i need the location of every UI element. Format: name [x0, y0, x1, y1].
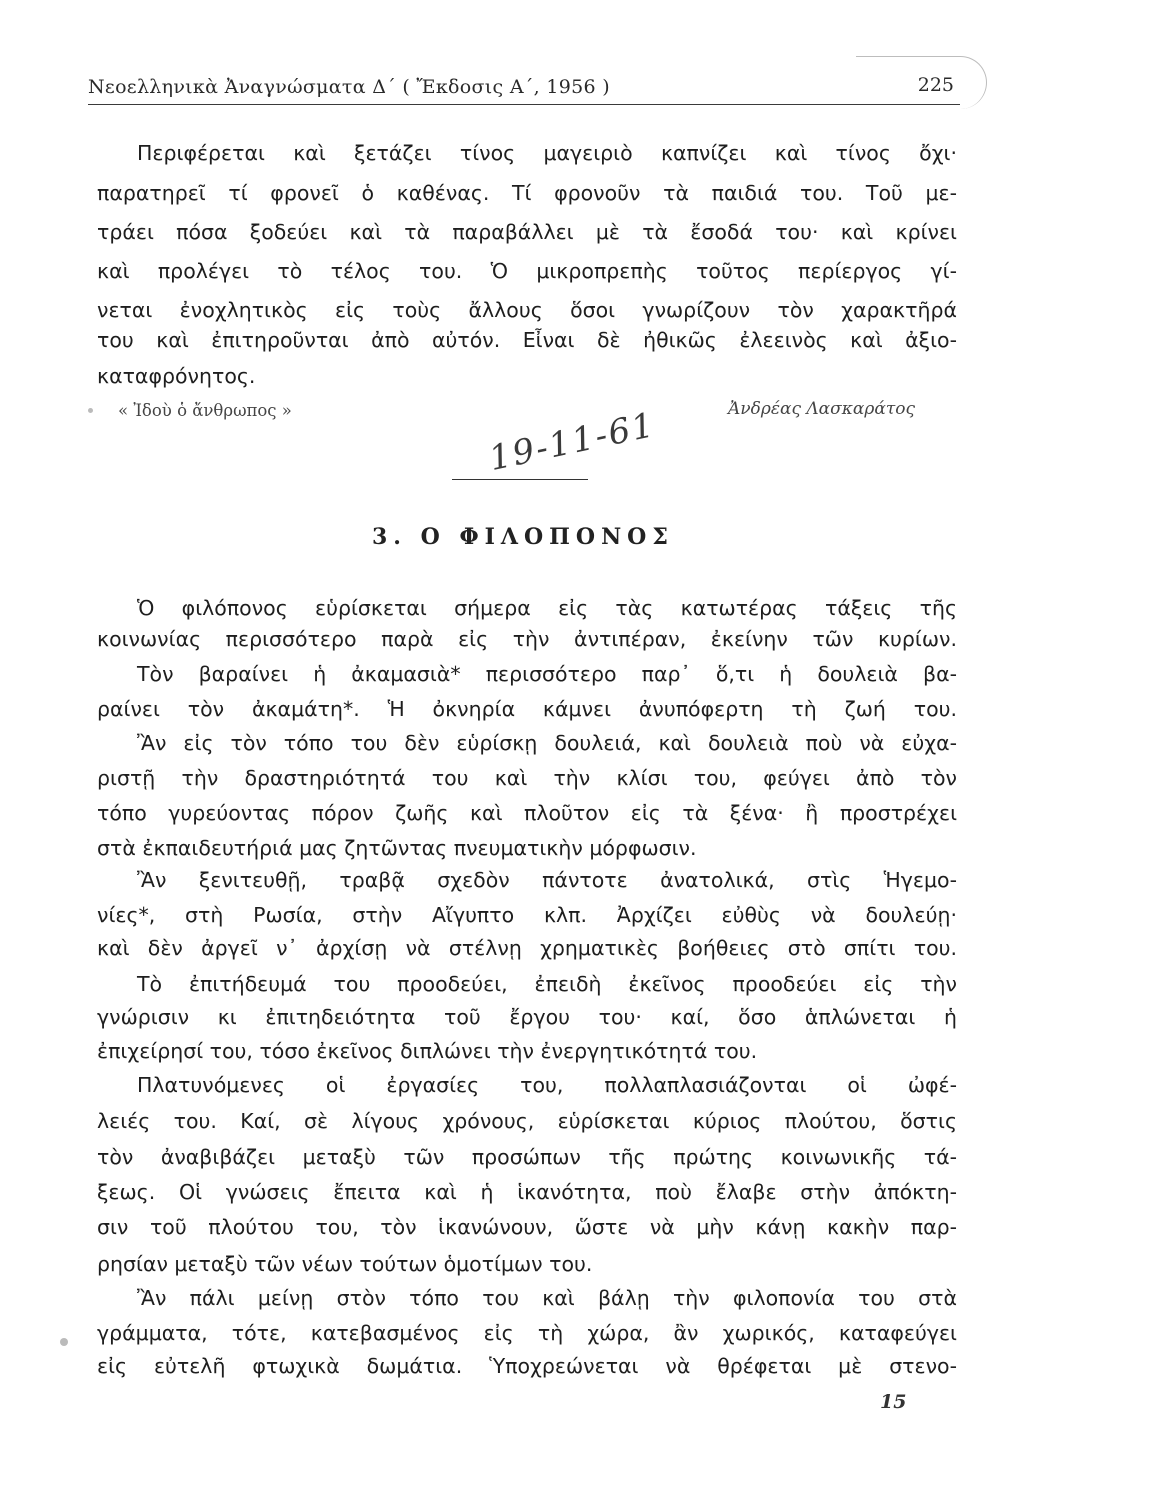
body-line: ριστῇ τὴν δραστηριότητά του καὶ τὴν κλίσι του, φεύγει ἀπὸ τὸν [97, 766, 957, 790]
body-line: Ἂν εἰς τὸν τόπο του δὲν εὑρίσκῃ δουλειά, καὶ δουλειὰ ποὺ νὰ εὐχα- [137, 731, 957, 755]
body-line: καὶ δὲν ἀργεῖ ν᾽ ἀρχίσῃ νὰ στέλνῃ χρηματικὲς βοήθειες στὸ σπίτι του. [97, 936, 957, 960]
body-line: Πλατυνόμενες οἱ ἐργασίες του, πολλαπλασιάζονται οἱ ὠφέ- [137, 1073, 957, 1097]
excerpt-line: παρατηρεῖ τί φρονεῖ ὁ καθένας. Τί φρονοῦν τὰ παιδιά του. Τοῦ με- [97, 181, 957, 205]
body-line: Ἂν πάλι μείνῃ στὸν τόπο του καὶ βάλῃ τὴν φιλοπονία του στὰ [137, 1286, 957, 1310]
body-line: Ἂν ξενιτευθῇ, τραβᾷ σχεδὸν πάντοτε ἀνατολικά, στὶς Ἡγεμο- [137, 868, 957, 892]
body-line: Ὁ φιλόπονος εὑρίσκεται σήμερα εἰς τὰς κατωτέρας τάξεις τῆς [137, 596, 957, 620]
running-title: Νεοελληνικὰ Ἀναγνώσματα Δ΄ ( Ἔκδοσις Α΄, 1956 ) [88, 76, 610, 98]
body-line: τὸν ἀναβιβάζει μεταξὺ τῶν προσώπων τῆς πρώτης κοινωνικῆς τά- [97, 1145, 957, 1169]
body-line: τόπο γυρεύοντας πόρον ζωῆς καὶ πλοῦτον εἰς τὰ ξένα· ἢ προστρέχει [97, 801, 957, 825]
body-line: ἐπιχείρησί του, τόσο ἐκεῖνος διπλώνει τὴν ἐνεργητικότητά του. [97, 1039, 758, 1063]
body-line: ραίνει τὸν ἀκαμάτη*. Ἡ ὀκνηρία κάμνει ἀνυπόφερτη τὴ ζωή του. [97, 697, 957, 721]
folio-signature: 15 [880, 1391, 907, 1413]
body-line: στὰ ἐκπαιδευτήριά μας ζητῶντας πνευματικὴν μόρφωσιν. [97, 836, 697, 860]
body-line: γνώρισιν κι ἐπιτηδειότητα τοῦ ἔργου του· καί, ὅσο ἁπλώνεται ἡ [97, 1005, 957, 1029]
excerpt-source: « Ἰδοὺ ὁ ἄνθρωπος » [118, 401, 292, 420]
excerpt-author: Ἀνδρέας Λασκαράτος [728, 399, 915, 419]
body-line: Τὸν βαραίνει ἡ ἀκαμασιὰ* περισσότερο παρ᾽ ὅ,τι ἡ δουλειὰ βα- [137, 662, 957, 686]
excerpt-line: καὶ προλέγει τὸ τέλος του. Ὁ μικροπρεπὴς τοῦτος περίεργος γί- [97, 259, 957, 283]
excerpt-line: Περιφέρεται καὶ ξετάζει τίνος μαγειριὸ καπνίζει καὶ τίνος ὄχι· [137, 141, 957, 165]
scan-speck [88, 408, 93, 413]
excerpt-line: νεται ἐνοχλητικὸς εἰς τοὺς ἄλλους ὅσοι γνωρίζουν τὸν χαρακτῆρά [97, 298, 957, 322]
scan-speck [60, 1338, 68, 1346]
excerpt-line: τράει πόσα ξοδεύει καὶ τὰ παραβάλλει μὲ τὰ ἔσοδά του· καὶ κρίνει [97, 220, 957, 244]
body-line: κοινωνίας περισσότερο παρὰ εἰς τὴν ἀντιπέραν, ἐκείνην τῶν κυρίων. [97, 627, 957, 651]
running-header [88, 74, 960, 105]
page-number-mark [856, 56, 987, 109]
body-line: εἰς εὐτελῆ φτωχικὰ δωμάτια. Ὑποχρεώνεται νὰ θρέφεται μὲ στενο- [97, 1354, 957, 1378]
body-line: ρησίαν μεταξὺ τῶν νέων τούτων ὁμοτίμων του. [97, 1252, 593, 1276]
section-title: 3. Ο ΦΙΛΟΠΟΝΟΣ [372, 524, 674, 550]
excerpt-line: καταφρόνητος. [97, 364, 256, 388]
body-line: Τὸ ἐπιτήδευμά του προοδεύει, ἐπειδὴ ἐκεῖνος προοδεύει εἰς τὴν [137, 972, 957, 996]
body-line: λειές του. Καί, σὲ λίγους χρόνους, εὑρίσκεται κύριος πλούτου, ὅστις [97, 1109, 957, 1133]
handwritten-date: 19-11-61 [485, 404, 660, 480]
divider-line [452, 479, 588, 480]
body-line: γράμματα, τότε, κατεβασμένος εἰς τὴ χώρα, ἂν χωρικός, καταφεύγει [97, 1321, 957, 1345]
body-line: σιν τοῦ πλούτου του, τὸν ἱκανώνουν, ὥστε νὰ μὴν κάνῃ κακὴν παρ- [97, 1215, 957, 1239]
excerpt-line: του καὶ ἐπιτηροῦνται ἀπὸ αὐτόν. Εἶναι δὲ ἠθικῶς ἐλεεινὸς καὶ ἀξιο- [97, 328, 957, 352]
page-number: 225 [917, 74, 954, 96]
body-line: νίες*, στὴ Ρωσία, στὴν Αἴγυπτο κλπ. Ἀρχίζει εὐθὺς νὰ δουλεύῃ· [97, 903, 957, 927]
body-line: ξεως. Οἱ γνώσεις ἔπειτα καὶ ἡ ἱκανότητα, ποὺ ἔλαβε στὴν ἀπόκτη- [97, 1180, 957, 1204]
